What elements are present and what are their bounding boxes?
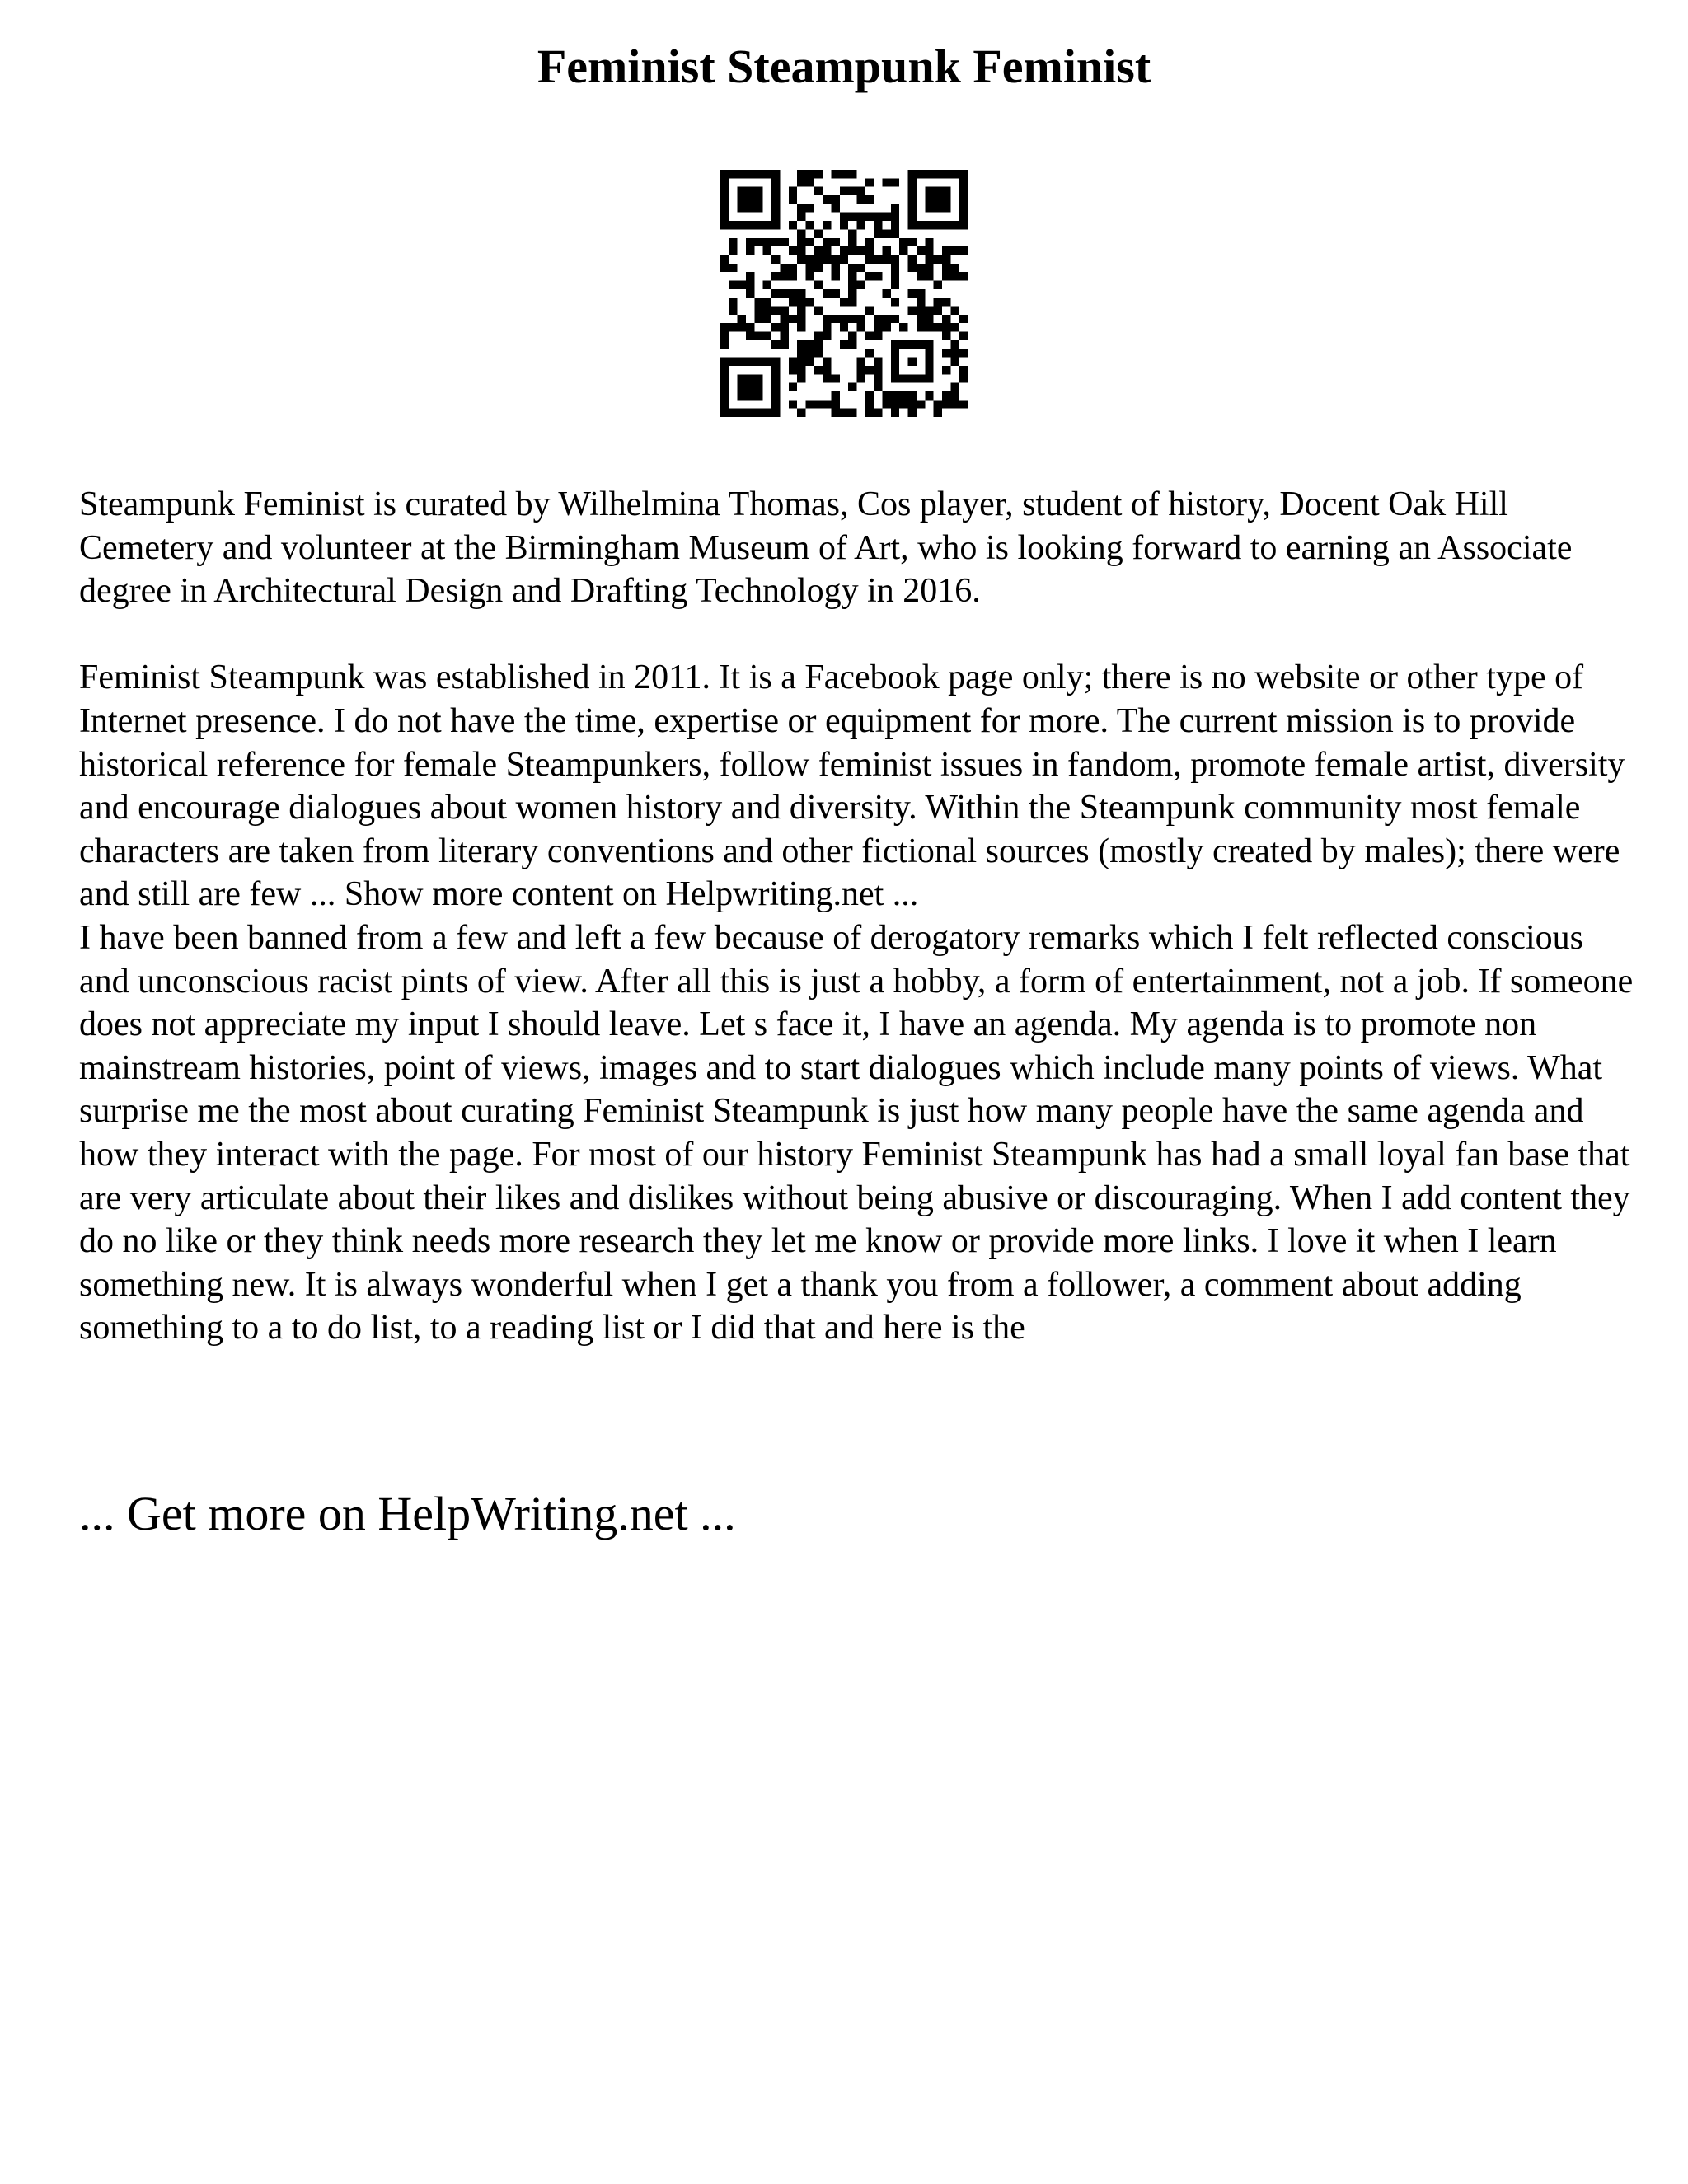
- get-more-link[interactable]: ... Get more on HelpWriting.net ...: [79, 1487, 736, 1540]
- qr-code-icon[interactable]: [720, 170, 968, 417]
- paragraph-intro: Steampunk Feminist is curated by Wilhelmina Thomas, Cos player, student of history, Docent Oak Hill Cemetery and volunteer at the Birmingham Museum of Art, who is looking forward to earning an Associate degree in Architectural Design and Drafting Technology in 2016.: [79, 485, 1573, 611]
- paragraph-agenda: I have been banned from a few and left a few because of derogatory remarks which I felt reflected conscious and unconscious racist pints of view. After all this is just a hobby, a form of entertainment, not a job. If someone does not appreciate my input I should leave. Let s face it, I have an agenda. My agenda is to promote non mainstream histories, point of views, images and to start dialogues which include many points of views. What surprise me the most about curating Feminist Steampunk is just how many people have the same agenda and how they interact with the page. For most of our history Feminist Steampunk has had a small loyal fan base that are very articulate about their likes and dislikes without being abusive or discouraging. When I add content they do no like or they think needs more research they let me know or provide more links. I love it when I learn something new. It is always wonderful when I get a thank you from a follower, a comment about adding something to a to do list, to a reading list or I did that and here is the: [79, 918, 1634, 1347]
- article-body: [79, 483, 1637, 1350]
- paragraph-spacer: [79, 613, 1637, 657]
- page-title: Feminist Steampunk Feminist: [537, 40, 1151, 93]
- paragraph-mission: Feminist Steampunk was established in 2011. It is a Facebook page only; there is no website or other type of Internet presence. I do not have the time, expertise or equipment for more. The current mission is to provide historical reference for female Steampunkers, follow feminist issues in fandom, promote female artist, diversity and encourage dialogues about women history and diversity. Within the Steampunk community most female characters are taken from literary conventions and other fictional sources (mostly created by males); there were and still are few ... Show more content on Helpwriting.net ...: [79, 658, 1625, 914]
